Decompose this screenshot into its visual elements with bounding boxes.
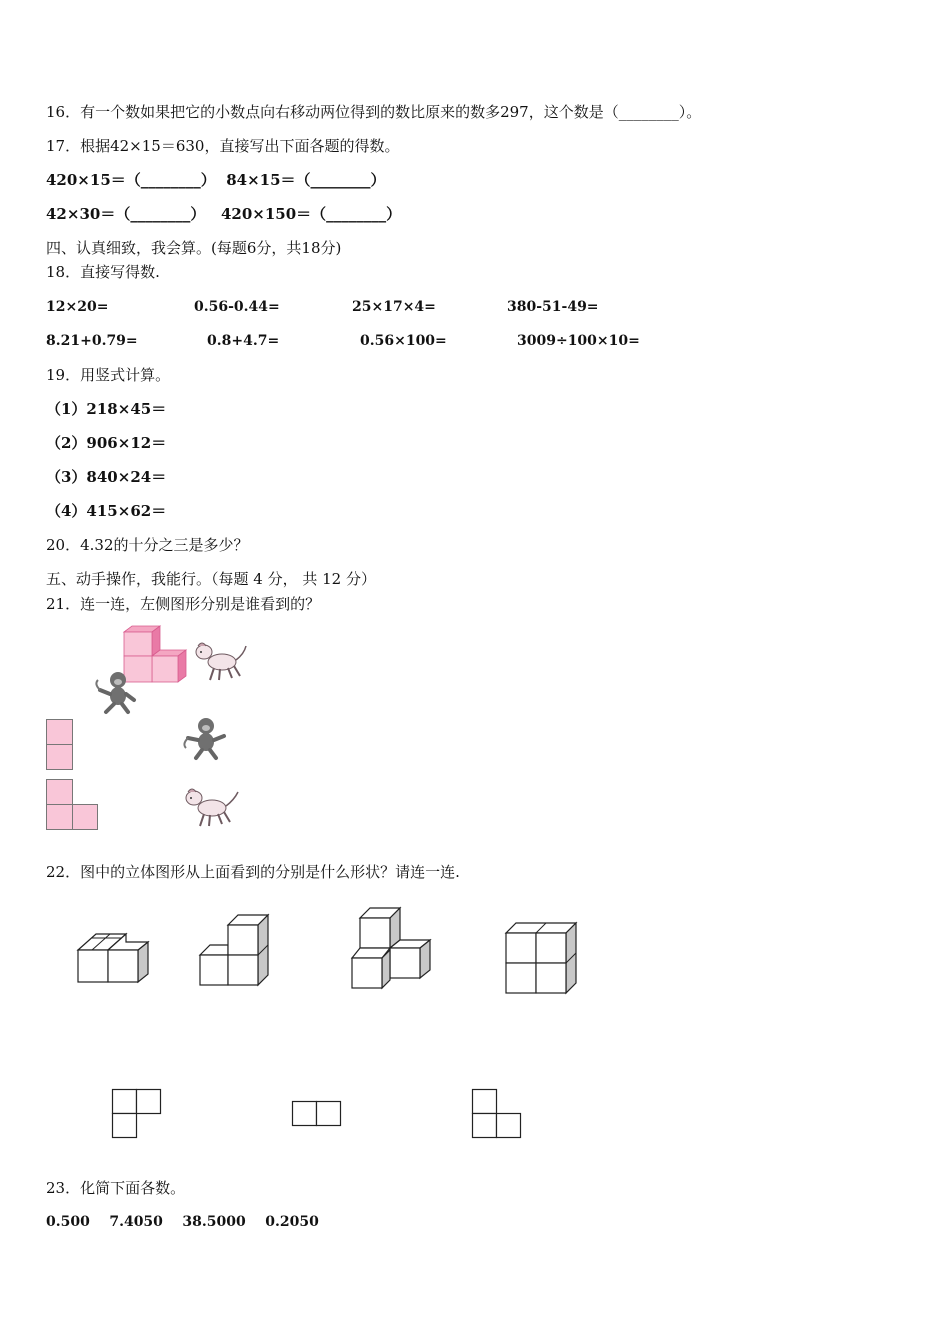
- solid-figure-1: [76, 930, 152, 984]
- q19-item-4: （4）415×62＝: [46, 502, 167, 520]
- q18-item-4: 380-51-49=: [507, 299, 599, 315]
- q18-item-7: 0.56×100=: [360, 333, 447, 349]
- section5-title: 五、动手操作，我能行。（每题 4 分， 共 12 分）: [46, 570, 376, 588]
- q22-text: 22．图中的立体图形从上面看到的分别是什么形状？请连一连.: [46, 863, 460, 881]
- dog-icon: [192, 638, 248, 682]
- monkey-icon: [92, 670, 138, 714]
- q18-item-3: 25×17×4=: [352, 299, 436, 315]
- q19-item-3: （3）840×24＝: [46, 468, 167, 486]
- q18-item-2: 0.56-0.44=: [194, 299, 280, 315]
- top-view-2: [292, 1101, 344, 1129]
- solid-figure-2: [198, 913, 272, 987]
- q17-text: 17．根据42×15＝630，直接写出下面各题的得数。: [46, 137, 400, 155]
- q19-item-1: （1）218×45＝: [46, 400, 167, 418]
- q16-text: 16．有一个数如果把它的小数点向右移动两位得到的数比原来的数多297，这个数是（________）。: [46, 103, 702, 121]
- q18-item-6: 0.8+4.7=: [207, 333, 280, 349]
- q18-item-8: 3009÷100×10=: [517, 333, 640, 349]
- q18-item-5: 8.21+0.79=: [46, 333, 138, 349]
- top-view-3: [472, 1089, 524, 1141]
- solid-figure-3: [350, 906, 434, 990]
- q21-text: 21．连一连，左侧图形分别是谁看到的？: [46, 595, 321, 613]
- q18-item-1: 12×20=: [46, 299, 109, 315]
- view-two-stacked: [46, 719, 74, 771]
- view-l-shape: [46, 779, 100, 831]
- top-view-1: [112, 1089, 164, 1141]
- solid-figure-4: [504, 921, 580, 997]
- section4-title: 四、认真细致，我会算。(每题6分，共18分): [46, 239, 342, 257]
- q23-text: 23．化简下面各数。: [46, 1179, 186, 1197]
- q19-text: 19．用竖式计算。: [46, 366, 171, 384]
- dog-icon: [182, 786, 240, 828]
- q18-text: 18．直接写得数.: [46, 263, 160, 281]
- q17-row1: 420×15＝（________） 84×15＝（________）: [46, 171, 386, 189]
- q19-item-2: （2）906×12＝: [46, 434, 167, 452]
- q17-row2: 42×30＝（________） 420×150＝（________）: [46, 205, 402, 223]
- q20-text: 20．4.32的十分之三是多少？: [46, 536, 249, 554]
- q23-numbers: 0.500 7.4050 38.5000 0.2050: [46, 1214, 319, 1230]
- monkey-icon: [182, 716, 228, 760]
